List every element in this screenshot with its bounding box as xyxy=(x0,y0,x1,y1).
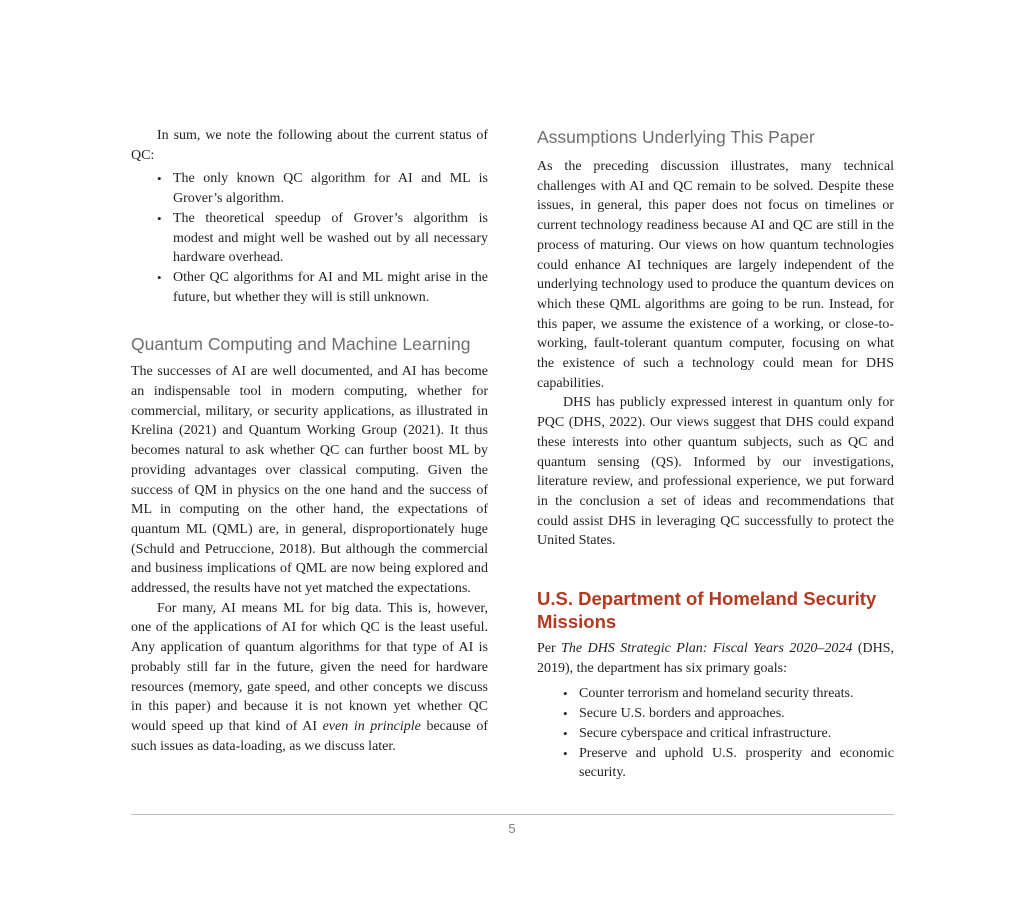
footer-divider xyxy=(131,814,894,815)
section-heading-dhs-missions: U.S. Department of Homeland Security Missions xyxy=(537,588,877,632)
list-item: • Counter terrorism and homeland security threats. xyxy=(537,684,894,704)
left-column xyxy=(131,126,488,756)
section-heading-assumptions: Assumptions Underlying This Paper xyxy=(537,127,815,147)
list-item: • Secure U.S. borders and approaches. xyxy=(537,704,894,724)
page-number: 5 xyxy=(508,821,516,836)
body-paragraph: The successes of AI are well documented, and AI has become an indispensable tool in modern computing, whether for commercial, military, or security applications, as illustrated in Krelina (2021) and Quantum Working Group (2021). It thus becomes natural to ask whether QC can further boost ML by providing advantages over classical computing. Given the success of QM in physics on the one hand and the success of ML in computing on the other hand, the expectations of quantum ML (QML) are, in general, disproportionately huge (Schuld and Petruccione, 2018). But although the commercial and business implications of QML are now being explored and addressed, the results have not yet matched the expectations. xyxy=(131,364,488,597)
right-column xyxy=(537,126,894,783)
list-item: • Other QC algorithms for AI and ML might arise in the future, but whether they will is still unknown. xyxy=(131,268,488,307)
qc-status-list xyxy=(131,169,488,307)
list-item: • The theoretical speedup of Grover’s algorithm is modest and might well be washed out by all necessary hardware overhead. xyxy=(131,209,488,268)
body-paragraph: For many, AI means ML for big data. This is, however, one of the applications of AI for which QC is the least useful. Any application of quantum algorithms for that type of AI is probably still far in the future, given the need for hardware resources (memory, gate speed, and other concepts we discuss in this paper) and because it is not known yet whether QC would speed up that kind of AI even in principle because of such issues as data-loading, as we discuss later. xyxy=(131,600,488,754)
intro-paragraph: In sum, we note the following about the current status of QC: xyxy=(131,128,488,163)
section-heading-qc-ml: Quantum Computing and Machine Learning xyxy=(131,334,471,355)
body-paragraph: DHS has publicly expressed interest in quantum only for PQC (DHS, 2022). Our views suggest that DHS could expand these interests into other quantum subjects, such as QC and quantum sensing (QS). Informed by our investigations, literature review, and professional experience, we put forward in the conclusion a set of ideas and recommendations that could assist DHS in leveraging QC successfully to protect the United States. xyxy=(537,395,894,549)
list-item: • Secure cyberspace and critical infrastructure. xyxy=(537,724,894,744)
body-paragraph: As the preceding discussion illustrates, many technical challenges with AI and QC remain to be solved. Despite these issues, in general, this paper does not focus on timelines or current technology readiness because AI and QC are still in the process of maturing. Our views on how quantum technologies could enhance AI techniques are largely independent of the underlying technology used to produce the quantum devices on which these QML algorithms are going to be run. Instead, for this paper, we assume the existence of a working, or close-to-working, fault-tolerant quantum computer, focusing on what the existence of such a technology could mean for DHS capabilities. xyxy=(537,159,894,391)
list-item: • The only known QC algorithm for AI and ML is Grover’s algorithm. xyxy=(131,169,488,208)
dhs-goals-list xyxy=(537,684,894,783)
list-item: • Preserve and uphold U.S. prosperity and economic security. xyxy=(537,744,894,783)
body-paragraph: Per The DHS Strategic Plan: Fiscal Years 2020–2024 (DHS, 2019), the department has six primary goals: xyxy=(537,641,894,676)
